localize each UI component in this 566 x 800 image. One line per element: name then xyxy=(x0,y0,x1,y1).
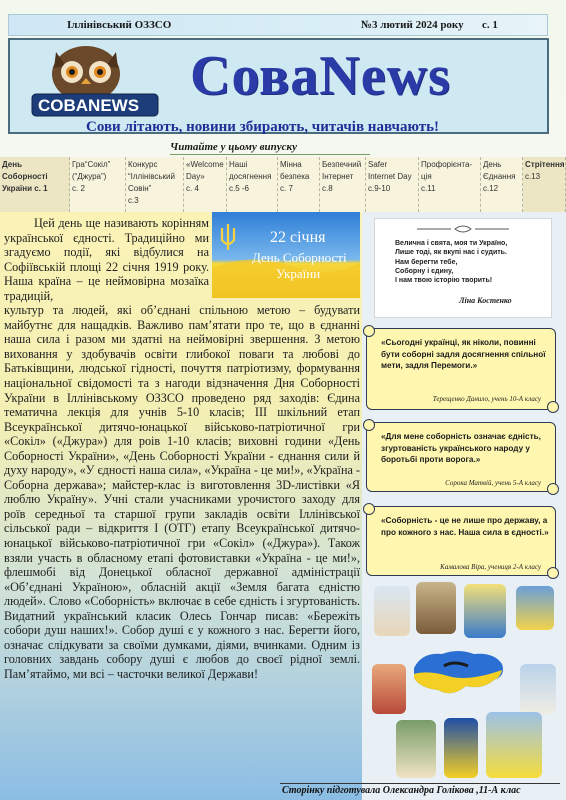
child-photo xyxy=(396,720,436,778)
article-text: культур та людей, які об’єднані спільною метою – будувати майбутнє для нащадків. Важливо пам’ятати про те, що в єднанні наша сила і разом ми здатні на неймовірні звершення. З метою виховання у здобувачів освіти глибокої поваги та любові до Батьківщини, людської гідності, почуття патріотизму, формування національної свідомості та з нагоди відзначення Дня Соборності України в Іллінівському ОЗЗСО проведено ряд заходів: Єдина тематична лекція для учнів 5-10 класів; ІІІ шкільний етап Всеукраїнської дитячо-юнацької військово-патріотичної гри «Сокіл» («Джура») для роів 1-10 класів; виховні години «День Соборності України», «День Соборності України - єднання сили й духу народу», «У єдності наша сила», «Україна - це ми!», «Україна - Соборна держава»; майстер-клас із виготовлення 3D-листівки «Я люблю Україну». Учні стали учасниками урочистого заходу для роїв середньої та старшої групи закладів освіти Іллінівської сільської ради – відкриття І (ОТГ) етапу Всеукраїнської дитячо-юнацької військово-патріотичної гри «Сокіл» («Джура»). Також взяли участь в обласному етапі фотовиставки «Україна - це ми!», флешмобі від Донецької обласної державної адміністрації «Об’єднані Україною», обласній акції «Земля багата єдністю людей». Слово «Соборність» включає в себе єдність і згуртованість. Видатний український класик Олесь Гончар писав: «Бережіть собори душ наших!». Собор душі є у кожного з нас. Берегти його, означає слідкувати за своїми думками, діями, вчинками. Одним із головних завдань собору душі є любов до своєї рідної землі. Пам’ятаймо, ми всі – часточки великої Держави! xyxy=(4,303,360,681)
article-intro: Цей день ще називають корінням української єдності. Традиційно ми згадуємо події, які відбулися на Софіївській площі 22 січня 1919 року. Наша країна – це неймовірна мозаїка традицій, xyxy=(4,216,209,303)
scroll-curl-icon xyxy=(363,419,375,431)
issue-number: №3 лютий 2024 року xyxy=(361,19,464,31)
toc-item[interactable]: Безпечний Інтернет с.8 xyxy=(320,157,366,212)
issue-header-bar xyxy=(8,14,548,36)
toc-item[interactable]: Мінна безпека с. 7 xyxy=(278,157,320,212)
ukraine-map-icon xyxy=(408,644,508,704)
svg-text:22 січня: 22 січня xyxy=(270,229,326,246)
article-column xyxy=(0,212,362,800)
scroll-curl-icon xyxy=(363,325,375,337)
scroll-curl-icon xyxy=(363,503,375,515)
ornament-icon xyxy=(415,223,511,235)
toc-item[interactable]: Стрітення с.13 xyxy=(523,157,566,212)
child-photo xyxy=(516,586,554,630)
masthead xyxy=(8,38,549,134)
quote-scroll xyxy=(366,422,556,492)
photo-collage xyxy=(366,582,558,792)
slogan: Сови літають, новини збирають, читачів навчають! xyxy=(86,119,439,135)
toc-item[interactable]: Наші досягнення с.5 -6 xyxy=(227,157,278,212)
child-photo xyxy=(374,586,410,636)
unity-day-banner xyxy=(212,212,360,298)
school-name: Іллінівський ОЗЗСО xyxy=(67,19,172,31)
quote-author: Сорока Матвій, учень 5-А класу xyxy=(445,479,541,487)
footer-divider xyxy=(280,783,560,784)
child-photo xyxy=(520,664,556,714)
scroll-curl-icon xyxy=(547,567,559,579)
poem-text: Велична і свята, моя ти Україно, Лише тоді, як вкупі нас і судить. Нам берегти тебе, Соборну і єдину, І нам твою історію творить! xyxy=(395,240,508,285)
child-photo xyxy=(372,664,406,714)
page-number: с. 1 xyxy=(482,19,498,31)
child-photo xyxy=(444,718,478,778)
poem-author: Ліна Костенко xyxy=(459,296,512,305)
toc-divider xyxy=(170,154,370,155)
quote-text: «Соборність - це не лише про державу, а про кожного з нас. Наша сила в єдності.» xyxy=(381,516,549,537)
scroll-curl-icon xyxy=(547,483,559,495)
quote-scroll xyxy=(366,506,556,576)
svg-text:України: України xyxy=(276,266,321,281)
toc-item[interactable]: Профорієнта-ція с.11 xyxy=(419,157,481,212)
quote-scroll xyxy=(366,328,556,410)
toc-item[interactable]: День Єднання с.12 xyxy=(481,157,523,212)
toc-item[interactable]: Safer Internet Day с.9-10 xyxy=(366,157,419,212)
quote-text: «Сьогодні українці, як ніколи, повинні бути соборні задля досягнення спільної мети, задля Перемоги.» xyxy=(381,338,546,370)
toc-item[interactable]: День Соборності України с. 1 xyxy=(0,157,70,212)
toc-heading: Читайте у цьому випуску xyxy=(170,141,297,153)
svg-text:День Соборності: День Соборності xyxy=(252,250,347,265)
quote-author: Камалова Віра, учениця 2-А класу xyxy=(440,563,541,571)
toc-item[interactable]: Конкурс “Іллінівський Совін” с.3 xyxy=(126,157,184,212)
owl-logo-icon xyxy=(24,44,164,120)
page-credits: Сторінку підготувала Олександра Голікова ,11-А клас xyxy=(282,785,521,796)
table-of-contents xyxy=(0,157,566,212)
quote-text: «Для мене соборність означає єдність, згуртованість українського народу у боротьбі проти ворога.» xyxy=(381,432,541,464)
child-photo xyxy=(416,582,456,634)
child-photo xyxy=(486,712,542,778)
scroll-curl-icon xyxy=(547,401,559,413)
quote-author: Терещенко Данило, учень 10-А класу xyxy=(432,395,541,403)
newspaper-title: СоваNews xyxy=(190,45,451,107)
toc-item[interactable]: «Welcome Day» с. 4 xyxy=(184,157,227,212)
toc-item[interactable]: Гра“Сокіл” (“Джура”) с. 2 xyxy=(70,157,126,212)
child-photo xyxy=(464,584,506,638)
svg-text:COBANEWS: COBANEWS xyxy=(38,96,140,115)
poem-card xyxy=(374,218,552,318)
